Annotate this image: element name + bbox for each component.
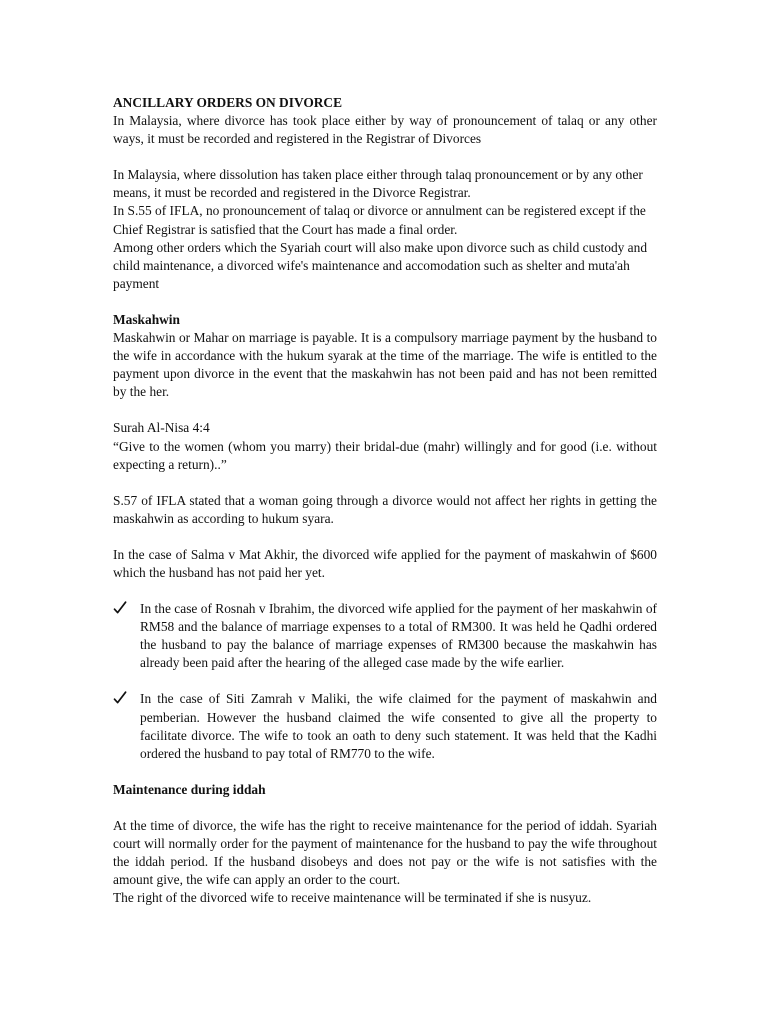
spacer (113, 799, 657, 817)
intro-paragraph: In Malaysia, where divorce has took place either by way of pronouncement of talaq or any other ways, it must be recorded and registered in the Registrar of Divorces (113, 113, 657, 147)
surah-reference: Surah Al-Nisa 4:4 (113, 420, 210, 436)
dissolution-paragraph: In Malaysia, where dissolution has taken place either through talaq pronouncement or by any other means, it must be recorded and registered in the Divorce Registrar. (113, 167, 643, 201)
spacer (113, 763, 657, 781)
spacer (113, 401, 657, 419)
other-orders-paragraph: Among other orders which the Syariah court will also make upon divorce such as child custody and child maintenance, a divorced wife's maintenance and accomodation such as shelter and muta'ah payment (113, 239, 648, 291)
spacer (113, 148, 657, 166)
spacer (113, 672, 657, 690)
spacer (113, 528, 657, 546)
case-list-item (113, 600, 657, 672)
maskahwin-heading: Maskahwin (113, 311, 180, 327)
s55-paragraph: In S.55 of IFLA, no pronouncement of talaq or divorce or annulment can be registered except if the Chief Registrar is satisfied that the Court has made a final order. (113, 203, 646, 237)
document-page (113, 94, 657, 907)
surah-quote: “Give to the women (whom you marry) their bridal-due (mahr) willingly and for good (i.e. without expecting a return)..” (113, 438, 657, 472)
spacer (113, 582, 657, 600)
iddah-paragraph: At the time of divorce, the wife has the right to receive maintenance for the period of iddah. Syariah court will normally order for the payment of maintenance for the husband to pay the wife throughout the iddah period. If the husband disobeys and does not pay or the wife is not satisfies with the amount give, the wife can apply an order to the court. (113, 817, 657, 888)
iddah-heading: Maintenance during iddah (113, 781, 266, 797)
document-title: ANCILLARY ORDERS ON DIVORCE (113, 95, 343, 110)
case-list-item (113, 690, 657, 762)
checkmark-icon (113, 690, 127, 706)
spacer (113, 474, 657, 492)
case-text: In the case of Rosnah v Ibrahim, the divorced wife applied for the payment of her maskahwin of RM58 and the balance of marriage expenses to a total of RM300. It was held he Qadhi ordered the husband to pay the balance of marriage expenses of RM300 because the maskahwin has already been paid after the hearing of the alleged case made by the wife earlier. (140, 601, 657, 671)
spacer (113, 293, 657, 311)
salma-case-paragraph: In the case of Salma v Mat Akhir, the divorced wife applied for the payment of maskahwin of $600 which the husband has not paid her yet. (113, 546, 657, 580)
case-text: In the case of Siti Zamrah v Maliki, the wife claimed for the payment of maskahwin and pemberian. However the husband claimed the wife consented to give all the property to facilitate divorce. The wife to took an oath to deny such statement. It was held that the Kadhi ordered the husband to pay total of RM770 to the wife. (140, 691, 657, 761)
maskahwin-paragraph: Maskahwin or Mahar on marriage is payable. It is a compulsory marriage payment by the husband to the wife in accordance with the hukum syarak at the time of the marriage. The wife is entitled to the payment upon divorce in the event that the maskahwin has not been paid and has not been remitted by the her. (113, 330, 657, 400)
nusyuz-paragraph: The right of the divorced wife to receive maintenance will be terminated if she is nusyuz. (113, 890, 592, 906)
s57-paragraph: S.57 of IFLA stated that a woman going through a divorce would not affect her rights in getting the maskahwin as according to hukum syara. (113, 492, 657, 526)
checkmark-icon (113, 600, 127, 616)
